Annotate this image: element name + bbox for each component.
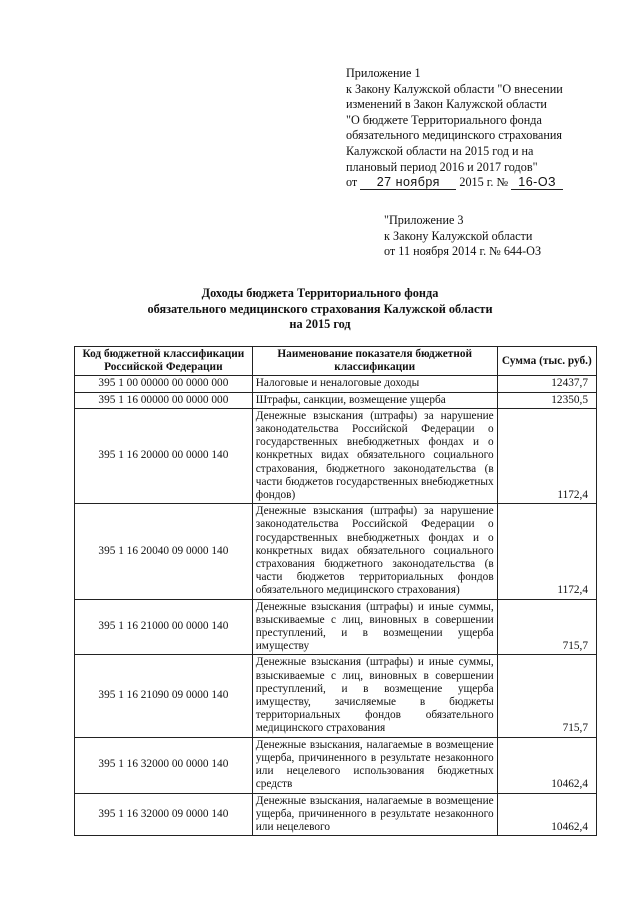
prior-appendix-line: от 11 ноября 2014 г. № 644-ОЗ	[384, 244, 542, 259]
row-code: 395 1 16 32000 00 0000 140	[75, 737, 253, 793]
row-name: Налоговые и неналоговые доходы	[252, 376, 497, 392]
row-name: Денежные взыскания (штрафы) и иные суммы, взыскиваемые с лиц, виновных в совершении преступлений, и в возмещение ущерба имуществу, зачисляемые в бюджеты территориальных фондов обязательного медицинского страхования	[252, 655, 497, 737]
table-row	[75, 376, 597, 392]
row-code: 395 1 16 20000 00 0000 140	[75, 408, 253, 503]
document-title	[110, 286, 530, 333]
title-line: обязательного медицинского страхования Калужской области	[147, 301, 493, 316]
row-name: Штрафы, санкции, возмещение ущерба	[252, 392, 497, 408]
table-row	[75, 408, 597, 503]
appendix-line: обязательного медицинского страхования	[346, 128, 562, 143]
table-row	[75, 504, 597, 599]
row-code: 395 1 16 21090 09 0000 140	[75, 655, 253, 737]
appendix-header	[346, 66, 596, 191]
appendix-line: "О бюджете Территориального фонда	[346, 112, 542, 127]
row-sum: 12350,5	[497, 392, 596, 408]
row-name: Денежные взыскания (штрафы) за нарушение законодательства Российской Федерации о государственных внебюджетных фондах и о конкретных видах обязательного социального страхования, бюджетного законодательства (в части бюджетов государственных внебюджетных фондов)	[252, 408, 497, 503]
row-sum: 715,7	[497, 655, 596, 737]
header-code: Код бюджетной классификации Российской Федерации	[75, 347, 253, 376]
title-line: на 2015 год	[289, 317, 351, 332]
table-row	[75, 793, 597, 836]
header-name: Наименование показателя бюджетной классификации	[252, 347, 497, 376]
prior-appendix-line: к Закону Калужской области	[384, 228, 533, 243]
row-sum: 1172,4	[497, 408, 596, 503]
prior-appendix-line: "Приложение 3	[384, 213, 464, 227]
prior-appendix-reference	[384, 213, 541, 260]
row-name: Денежные взыскания, налагаемые в возмещение ущерба, причиненного в результате незаконного или нецелевого использования бюджетных средств	[252, 737, 497, 793]
table-header-row	[75, 347, 597, 376]
row-name: Денежные взыскания (штрафы) и иные суммы, взыскиваемые с лиц, виновных в совершении преступлений, и в возмещении ущерба имуществу	[252, 599, 497, 655]
row-sum: 12437,7	[497, 376, 596, 392]
appendix-title: Приложение 1	[346, 66, 421, 80]
handwritten-date: 27 ноября	[360, 175, 456, 190]
table-row	[75, 599, 597, 655]
row-code: 395 1 16 00000 00 0000 000	[75, 392, 253, 408]
year-text: 2015 г. №	[459, 175, 509, 190]
table-row	[75, 392, 597, 408]
row-name: Денежные взыскания (штрафы) за нарушение законодательства Российской Федерации о государственных внебюджетных фондах и о конкретных видах обязательного социального страхования бюджетного законодательства (в части бюджетов территориальных фондов обязательного медицинского страхования)	[252, 504, 497, 599]
table-row	[75, 737, 597, 793]
row-code: 395 1 16 21000 00 0000 140	[75, 599, 253, 655]
appendix-line: к Закону Калужской области "О внесении	[346, 81, 563, 96]
appendix-line: изменений в Закон Калужской области	[346, 97, 547, 112]
row-sum: 715,7	[497, 599, 596, 655]
row-code: 395 1 16 20040 09 0000 140	[75, 504, 253, 599]
row-sum: 1172,4	[497, 504, 596, 599]
row-sum: 10462,4	[497, 737, 596, 793]
appendix-date-line	[346, 175, 596, 191]
appendix-line: Калужской области на 2015 год и на	[346, 143, 534, 158]
table-row	[75, 655, 597, 737]
row-name: Денежные взыскания, налагаемые в возмещение ущерба, причиненного в результате незаконного или нецелевого	[252, 793, 497, 836]
date-prefix: от	[346, 175, 358, 190]
row-code: 395 1 00 00000 00 0000 000	[75, 376, 253, 392]
header-sum: Сумма (тыс. руб.)	[497, 347, 596, 376]
handwritten-law-number: 16-ОЗ	[511, 175, 563, 190]
income-table	[74, 346, 597, 836]
row-code: 395 1 16 32000 09 0000 140	[75, 793, 253, 836]
appendix-line: плановый период 2016 и 2017 годов"	[346, 159, 538, 174]
row-sum: 10462,4	[497, 793, 596, 836]
title-line: Доходы бюджета Территориального фонда	[201, 286, 439, 300]
